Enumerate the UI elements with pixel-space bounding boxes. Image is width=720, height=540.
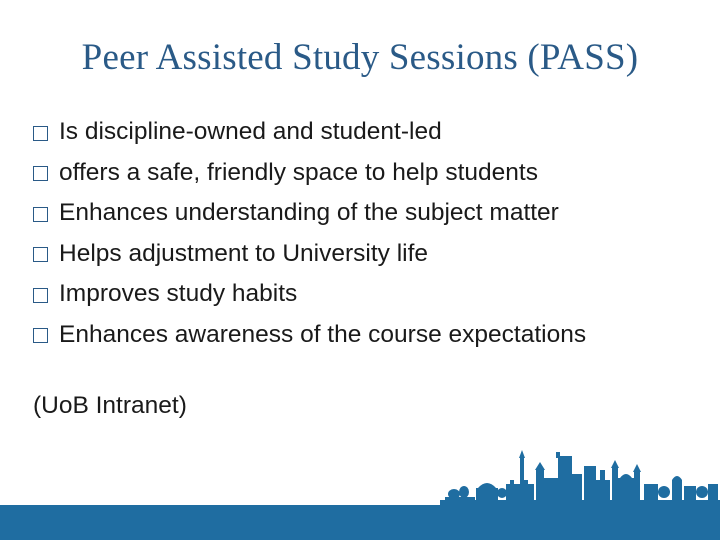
bullet-item bbox=[33, 153, 586, 194]
bullet-text: Enhances understanding of the subject matter bbox=[59, 199, 559, 227]
bullet-text: offers a safe, friendly space to help students bbox=[59, 158, 538, 186]
square-bullet-icon bbox=[33, 207, 48, 222]
bullet-item bbox=[33, 315, 586, 356]
bullet-text: Enhances awareness of the course expectations bbox=[59, 320, 587, 348]
source-citation: (UoB Intranet) bbox=[33, 392, 187, 419]
city-skyline-icon bbox=[440, 448, 720, 506]
square-bullet-icon bbox=[33, 166, 48, 181]
bullet-text: Is discipline-owned and student-led bbox=[59, 118, 442, 146]
bullet-item bbox=[33, 112, 586, 153]
bullet-item bbox=[33, 274, 586, 315]
square-bullet-icon bbox=[33, 328, 48, 343]
square-bullet-icon bbox=[33, 247, 48, 262]
bullet-text: Helps adjustment to University life bbox=[59, 239, 429, 267]
square-bullet-icon bbox=[33, 288, 48, 303]
bullet-item bbox=[33, 193, 586, 234]
bullet-list bbox=[33, 112, 586, 355]
square-bullet-icon bbox=[33, 126, 48, 141]
bullet-item bbox=[33, 234, 586, 275]
slide-title: Peer Assisted Study Sessions (PASS) bbox=[81, 37, 639, 78]
bullet-text: Improves study habits bbox=[59, 280, 298, 308]
footer-bar bbox=[0, 505, 720, 540]
